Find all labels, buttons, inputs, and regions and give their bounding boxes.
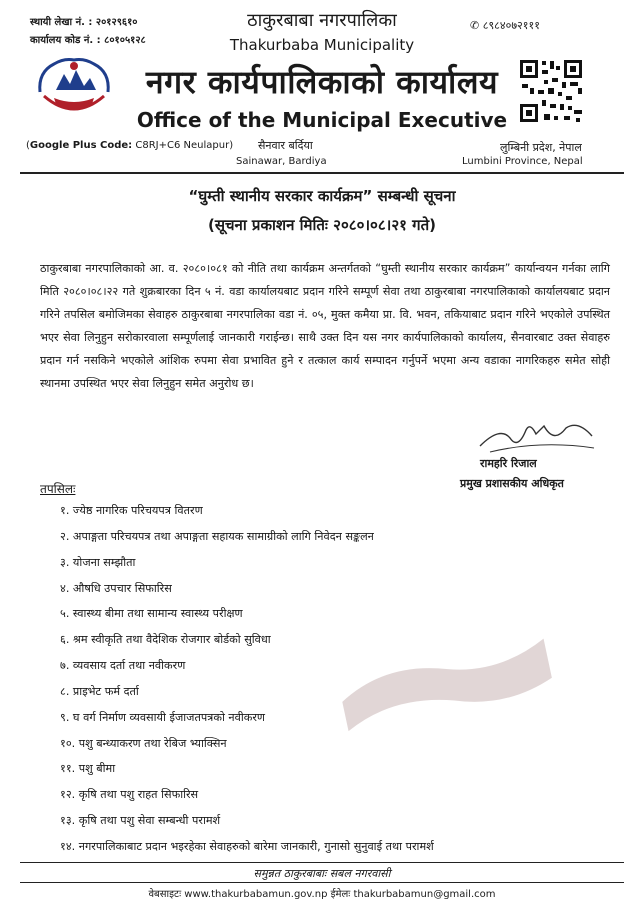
notice-body: ठाकुरबाबा नगरपालिकाको आ. व. २०८०।०८१ को नीति तथा कार्यक्रम अन्तर्गतको “घुम्ती स्थानीय सरकार कार्यक्रम” कार्यान्वयन गर्नका लागि मिति २०८०।०८।२२ गते शुक्रबारका दिन ५ नं. वडा कार्यालयबाट प्रदान गरिने सम्पूर्ण सेवा तथा ठाकुरबाबा नगरपालिकाको कार्यालयबाट प्रदान गरिने तपसिल बमोजिमका सेवाहरु ठाकुरबाबा नगरपालिका वडा नं. ०५, मुक्त कमैया प्रा. वि. भवन, तकियाबाट प्रदान गरिने भएकोले उपस्थित भएर सेवा लिनुहुन सरोकारवाला सम्पूर्णलाई जानकारी गराईन्छ। साथै उक्त दिन यस नगर कार्यपालिकाको कार्यालय, सैनवारबाट उक्त सेवाहरु प्रदान गर्न नसकिने भएकोले आंशिक रुपमा सेवा प्रभावित हुने र तत्काल कार्य सम्पादन गर्नुपर्ने भएमा अन्य वडाका नागरिकहरु समेत सोही स्थानमा उपस्थित भएर सेवा लिनुहुन समेत अनुरोध छ। — [40, 262, 610, 390]
notice-subtitle: (सूचना प्रकाशन मितिः २०८०।०८।२१ गते) — [207, 216, 437, 234]
municipality-name-en: Thakurbaba Municipality — [229, 36, 415, 54]
footer-motto: समुन्नत ठाकुरबाबाः सबल नगरवासी — [253, 867, 391, 880]
google-plus-code-value: C8RJ+C6 Neulapur — [135, 140, 230, 151]
list-item: ६. श्रम स्वीकृति तथा वैदेशिक रोजगार बोर्डको सुविधा — [60, 633, 271, 647]
list-item: ३. योजना सम्झौता — [60, 555, 136, 569]
phone-number — [470, 18, 540, 33]
office-code-value: ८०१०५१२८ — [104, 35, 146, 46]
phone-icon: ✆ — [470, 19, 480, 32]
letter-number-label: स्थायी लेखा नं. — [30, 17, 85, 28]
office-name-en: Office of the Municipal Executive — [136, 108, 508, 132]
footer-divider-top — [20, 862, 624, 863]
letter-number: स्थायी लेखा नं. : २०१२९६१० — [30, 17, 138, 28]
list-item: १२. कृषि तथा पशु राहत सिफारिस — [60, 788, 199, 802]
list-item: ८. प्राइभेट फर्म दर्ता — [60, 684, 139, 698]
province-np: लुम्बिनी प्रदेश, नेपाल — [500, 141, 582, 154]
list-item: ४. औषधि उपचार सिफारिस — [60, 581, 172, 595]
google-plus-code: (Google Plus Code: C8RJ+C6 Neulapur) — [26, 140, 234, 151]
office-code: कार्यालय कोड नं. : ८०१०५१२८ — [30, 35, 146, 46]
notice-title: “घुम्ती स्थानीय सरकार कार्यक्रम” सम्बन्धी सूचना — [188, 187, 456, 205]
email-label: ईमेलः — [330, 889, 351, 900]
list-item: १३. कृषि तथा पशु सेवा सम्बन्धी परामर्श — [60, 814, 221, 828]
website-link[interactable]: www.thakurbabamun.gov.np — [184, 889, 328, 900]
footer-contact — [0, 886, 644, 900]
google-plus-code-label: Google Plus Code: — [29, 140, 133, 151]
address-np: सैनवार बर्दिया — [258, 139, 313, 152]
municipality-name-np: ठाकुरबाबा नगरपालिका — [247, 10, 397, 31]
signatory-name: रामहरि रिजाल — [480, 457, 537, 470]
office-code-label: कार्यालय कोड नं. — [30, 35, 94, 46]
footer-divider-bottom — [20, 882, 624, 883]
office-name-np: नगर कार्यपालिकाको कार्यालय — [145, 63, 499, 101]
list-item: ९. घ वर्ग निर्माण व्यवसायी ईजाजतपत्रको नवीकरण — [60, 710, 265, 724]
handwritten-signature-icon — [470, 416, 600, 456]
list-item: १४. नगरपालिकाबाट प्रदान भइरहेका सेवाहरुको बारेमा जानकारी, गुनासो सुनुवाई तथा परामर्श — [60, 839, 434, 853]
website-label: वेबसाइटः — [148, 889, 182, 900]
list-item: ५. स्वास्थ्य बीमा तथा सामान्य स्वास्थ्य परीक्षण — [60, 607, 243, 621]
email-link[interactable]: thakurbabamun@gmail.com — [353, 889, 496, 900]
list-item: ११. पशु बीमा — [60, 762, 116, 776]
list-item: २. अपाङ्गता परिचयपत्र तथा अपाङ्गता सहायक सामाग्रीको लागि निवेदन सङ्कलन — [60, 529, 374, 543]
list-item: १०. पशु बन्ध्याकरण तथा रेबिज भ्याक्सिन — [60, 736, 227, 750]
list-item: १. ज्येष्ठ नागरिक परिचयपत्र वितरण — [60, 504, 203, 517]
phone-value: ८९८४०७२१११ — [482, 19, 540, 32]
signatory-title: प्रमुख प्रशासकीय अधिकृत — [460, 477, 564, 490]
header-divider — [20, 172, 624, 174]
list-item: ७. व्यवसाय दर्ता तथा नवीकरण — [60, 659, 186, 673]
letter-number-value: २०१२९६१० — [95, 17, 138, 28]
address-en: Sainawar, Bardiya — [236, 156, 327, 167]
list-heading: तपसिलः — [40, 482, 76, 496]
province-en: Lumbini Province, Nepal — [462, 156, 583, 167]
